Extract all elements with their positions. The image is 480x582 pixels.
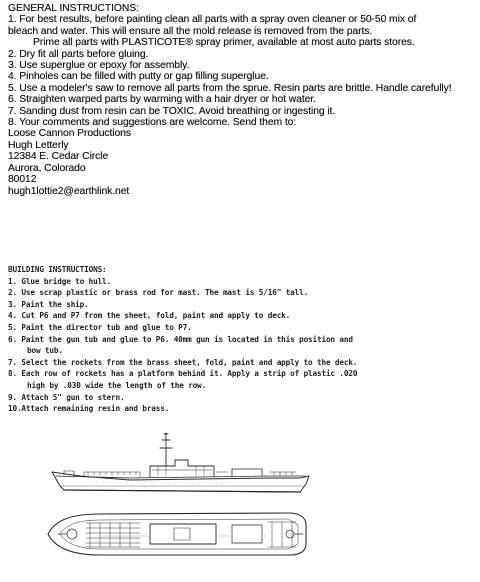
general-line: 3. Use superglue or epoxy for assembly. <box>8 60 190 72</box>
building-step: bow tub. <box>27 346 63 356</box>
contact-zip: 80012 <box>8 174 37 186</box>
contact-company: Loose Cannon Productions <box>8 128 131 140</box>
general-line: 8. Your comments and suggestions are welcome. Send them to: <box>8 117 297 129</box>
general-line: Prime all parts with PLASTICOTE® spray primer, available at most auto parts stores. <box>33 37 415 49</box>
building-step: 8. Each row of rockets has a platform behind it. Apply a strip of plastic .020 <box>8 369 358 379</box>
general-instructions <box>8 3 476 197</box>
general-line: 7. Sanding dust from resin can be TOXIC. Avoid breathing or ingesting it. <box>8 105 336 117</box>
building-step: 2. Use scrap plastic or brass rod for mast. The mast is 5/16" tall. <box>8 288 309 298</box>
general-line: 5. Use a modeler's saw to remove all parts from the sprue. Resin parts are brittle. Handle carefully! <box>8 82 452 94</box>
building-step: high by .030 wide the length of the row. <box>27 380 207 390</box>
building-step: 6. Paint the gun tub and glue to P6. 40mm gun is located in this position and <box>8 334 353 344</box>
contact-city: Aurora, Colorado <box>8 162 86 174</box>
ship-drawings <box>0 420 480 582</box>
building-step: 10.Attach remaining resin and brass. <box>8 404 170 414</box>
building-step: 5. Paint the director tub and glue to P7. <box>8 322 192 332</box>
building-step: 1. Glue bridge to hull. <box>8 276 112 286</box>
general-line: 6. Straighten warped parts by warming with a hair dryer or hot water. <box>8 94 316 106</box>
building-step: 3. Paint the ship. <box>8 299 89 309</box>
building-heading: BUILDING INSTRUCTIONS: <box>8 265 107 274</box>
contact-email: hugh1lottie2@earthlink.net <box>8 185 130 197</box>
ship-profile-drawing <box>52 433 309 492</box>
building-step: 7. Select the rockets from the brass sheet, fold, paint and apply to the deck. <box>8 357 358 367</box>
general-line: 1. For best results, before painting clean all parts with a spray oven cleaner or 50-50 mix of <box>8 14 417 26</box>
building-step: 9. Attach 5" gun to stern. <box>8 392 125 402</box>
building-step: 4. Cut P6 and P7 from the sheet, fold, paint and apply to deck. <box>8 311 291 321</box>
general-heading: GENERAL INSTRUCTIONS: <box>8 3 139 14</box>
general-line: 4. Pinholes can be filled with putty or gap filling superglue. <box>8 71 269 83</box>
contact-street: 12384 E. Cedar Circle <box>8 151 109 163</box>
building-instructions <box>8 264 476 415</box>
general-line: 2. Dry fit all parts before gluing. <box>8 48 149 60</box>
general-line: bleach and water. This will ensure all the mold release is removed from the parts. <box>8 25 373 37</box>
ship-plan-drawing <box>48 513 306 555</box>
contact-name: Hugh Letterly <box>8 139 69 151</box>
